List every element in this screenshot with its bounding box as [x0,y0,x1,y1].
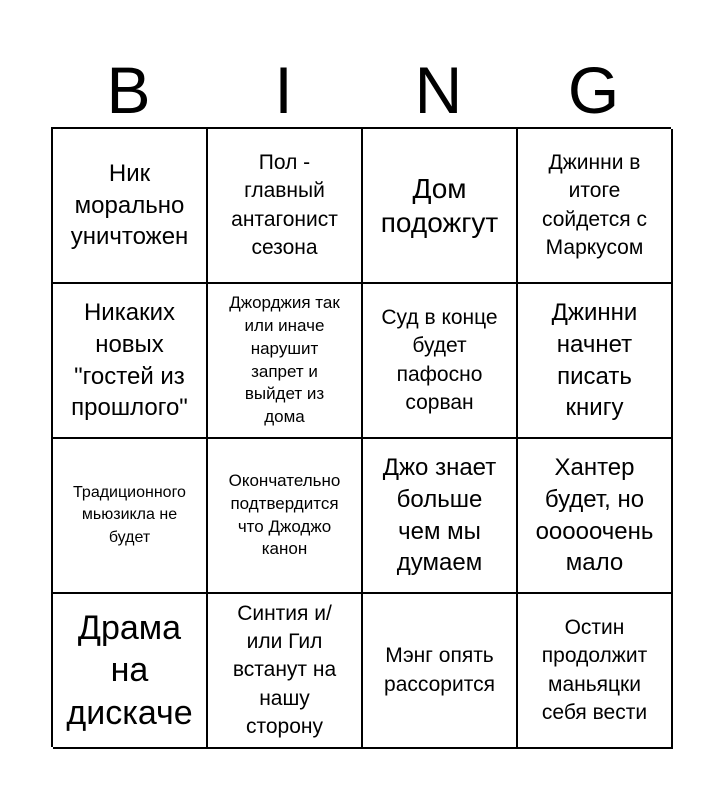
bingo-cell-r3c2[interactable] [208,439,363,594]
header-letter-n: N [414,53,463,127]
bingo-cell-r4c3[interactable] [363,594,518,749]
bingo-cell-text: Джо знает больше чем мы думаем [382,453,497,577]
bingo-cell-r2c1[interactable] [53,284,208,439]
bingo-cell-r2c3[interactable] [363,284,518,439]
header-letter-b: B [106,53,151,127]
bingo-cell-r2c4[interactable] [518,284,673,439]
bingo-cell-r3c3[interactable] [363,439,518,594]
bingo-cell-r4c1[interactable] [53,594,208,749]
bingo-cell-text: Суд в конце будет пафосно сорван [381,305,498,414]
header-letter-i: I [274,53,293,127]
bingo-cell-text: Дом подожгут [380,172,499,238]
bingo-cell-text: Ник морально уничтожен [70,159,189,251]
bingo-cell-r1c3[interactable] [363,129,518,284]
bingo-cell-text: Пол - главный антагонист сезона [231,150,338,259]
bingo-cell-r4c4[interactable] [518,594,673,749]
bingo-cell-text: Окончательно подтвердится что Джоджо канон [228,470,341,559]
bingo-cell-r1c1[interactable] [53,129,208,284]
bingo-cell-r3c1[interactable] [53,439,208,594]
bingo-cell-r3c4[interactable] [518,439,673,594]
bingo-cell-text: Джорджия так или иначе нарушит запрет и выйдет из дома [229,292,340,427]
bingo-cell-text: Хантер будет, но ооооочень мало [535,453,654,577]
bingo-cell-text: Драма на дискаче [66,608,193,732]
bingo-cell-text: Джинни в итоге сойдется с Маркусом [542,150,647,259]
bingo-cell-r1c2[interactable] [208,129,363,284]
bingo-cell-text: Джинни начнет писать книгу [551,298,638,422]
header-letter-g: G [567,53,620,127]
bingo-cell-text: Синтия и/ или Гил встанут на нашу сторону [232,601,337,739]
bingo-cell-text: Традиционного мьюзикла не будет [73,483,186,546]
bingo-cell-r4c2[interactable] [208,594,363,749]
bingo-grid [51,127,671,747]
bingo-cell-text: Мэнг опять рассорится [384,644,495,696]
bingo-cell-text: Остин продолжит маньяцки себя вести [541,615,648,724]
bingo-header [51,52,671,128]
bingo-cell-r2c2[interactable] [208,284,363,439]
bingo-cell-text: Никаких новых "гостей из прошлого" [71,298,188,422]
bingo-cell-r1c4[interactable] [518,129,673,284]
